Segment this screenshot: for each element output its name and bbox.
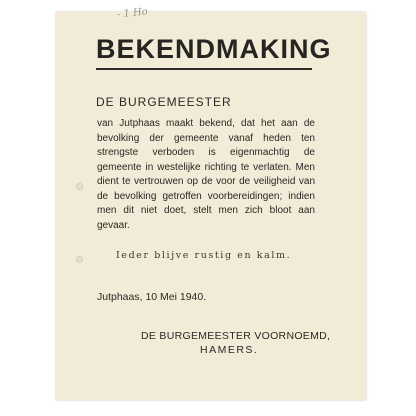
document-title: BEKENDMAKING [96,34,332,64]
pencil-annotation: - 1 Ho [116,6,149,21]
calm-appeal: Ieder blijve rustig en kalm. [116,250,292,261]
title-underline [96,68,312,70]
signature-title: DE BURGEMEESTER VOORNOEMD, [141,330,331,342]
punch-hole [76,183,83,190]
punch-hole [76,256,83,263]
announcement-body: van Jutphaas maakt bekend, dat het aan de bevolking der gemeente vanaf heden ten strengste verboden is eigenmachtig de gemeente in westelijke richting te verlaten. Men dient te vertrouwen op de voor de veiligheid van de bevolking getroffen voorbereidingen; indien men dit niet doet, stelt men zich bloot aan gevaar. [97,118,315,231]
signature-name: HAMERS. [200,344,259,356]
issuer-heading: DE BURGEMEESTER [96,95,232,109]
place-date: Jutphaas, 10 Mei 1940. [97,291,207,303]
